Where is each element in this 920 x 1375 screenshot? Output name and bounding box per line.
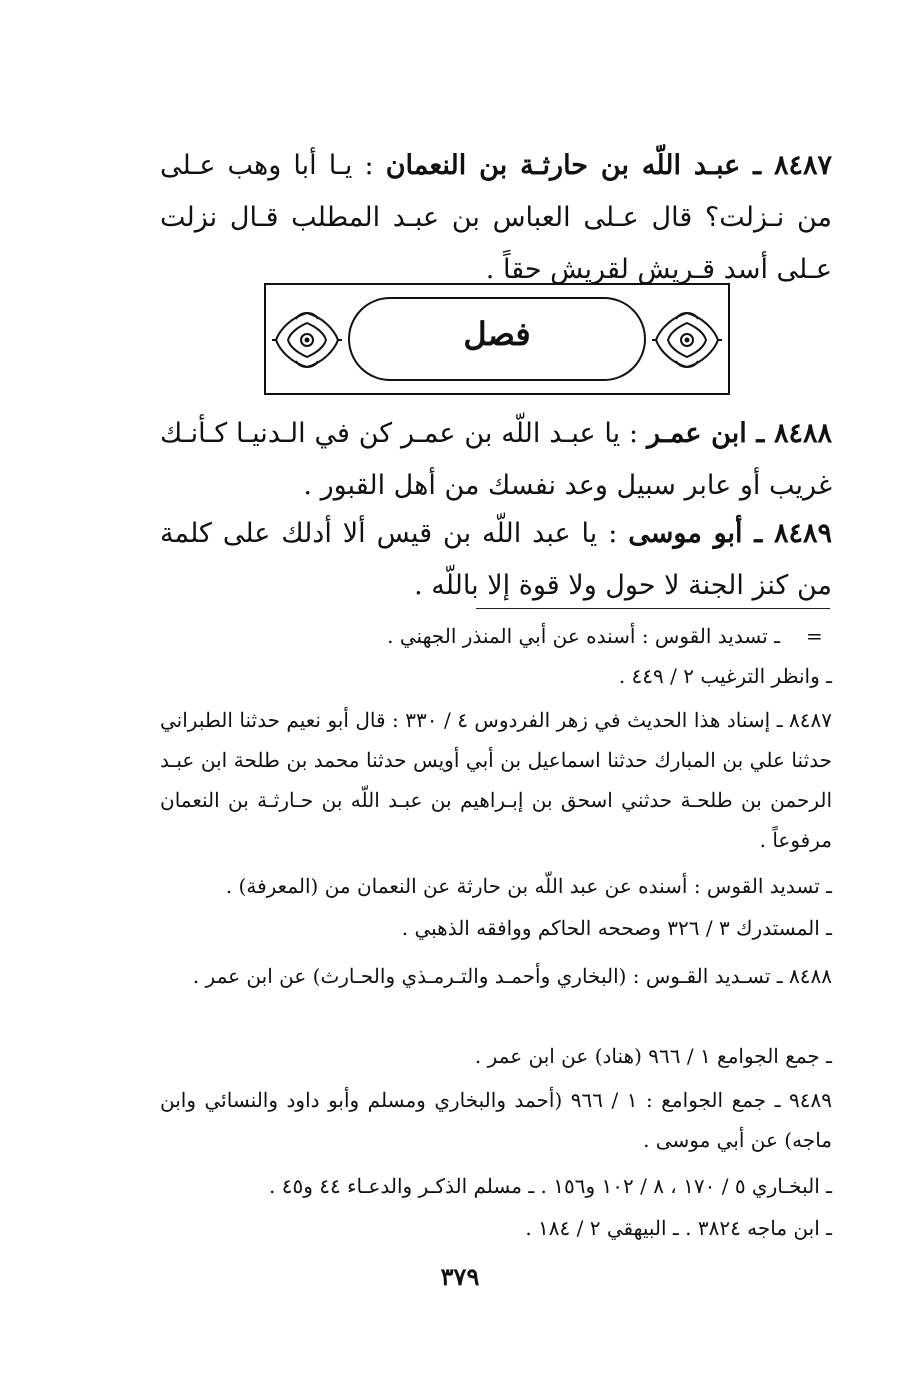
section-header-frame xyxy=(264,283,730,395)
entry-separator: ـ xyxy=(742,518,774,549)
footnote-line: ـ وانظر الترغيب ٢ / ٤٤٩ . xyxy=(618,664,832,688)
footnote-line: ـ جمع الجوامع ١ / ٩٦٦ (هناد) عن ابن عمر . xyxy=(474,1044,832,1068)
entry-narrator: عبـد اللّه بن حارثـة بن النعمان xyxy=(385,150,741,181)
entry-number: ٨٤٨٧ xyxy=(773,150,832,181)
footnote-line: ٨٤٨٧ ـ إسناد هذا الحديث في زهر الفردوس ٤ / ٣٣٠ : قال أبو نعيم حدثنا الطبراني حدثنا علي بن المبارك حدثنا اسماعيل بن أبي أويس حدثنا محمد بن طلحة ابن عبـد الرحمن بن طلحـة حدثني اسحق بن إبـراهيم بن عبـد اللّه بن حـارثـة بن النعمان مرفوعاً . xyxy=(160,708,833,852)
entry-narrator: أبو موسى xyxy=(628,518,743,549)
footnote-line: ٨٤٨٨ ـ تسـديد القـوس : (البخاري وأحمـد والتـرمـذي والحـارث) عن ابن عمر . xyxy=(192,964,832,988)
footnote-continuation-marker: = xyxy=(806,624,823,648)
hadith-entry-8488 xyxy=(160,408,832,512)
section-title-cartouche xyxy=(348,297,646,381)
entry-text: : يـا أبا وهب عـلى من نـزلت؟ قال عـلى العباس بن عبـد المطلب قـال نزلت عـلى أسد قـريش لقريش حقاً . xyxy=(160,150,832,285)
hadith-entry-8487 xyxy=(160,140,832,296)
entry-separator: ـ xyxy=(740,150,774,181)
entry-text: : يا عبـد اللّه بن عمـر كن في الـدنيـا كـأنـك غريب أو عابر سبيل وعد نفسك من أهل القبور . xyxy=(160,418,832,501)
entry-number: ٨٤٨٩ xyxy=(773,518,832,549)
page-number: ٣٧٩ xyxy=(440,1262,480,1291)
footnote-line: ـ ابن ماجه ٣٨٢٤ . ـ البيهقي ٢ / ١٨٤ . xyxy=(525,1216,832,1240)
footnote-line: ـ المستدرك ٣ / ٣٢٦ وصححه الحاكم ووافقه الذهبي . xyxy=(401,916,832,940)
right-ornament-icon xyxy=(652,307,722,373)
entry-number: ٨٤٨٨ xyxy=(773,418,832,449)
hadith-entry-8489 xyxy=(160,508,832,612)
footnote-line: ـ البخـاري ٥ / ١٧٠ ، ٨ / ١٠٢ و١٥٦ . ـ مسلم الذكـر والدعـاء ٤٤ و٤٥ . xyxy=(269,1174,832,1198)
section-title: فصل xyxy=(463,315,531,353)
footnote-line: ٩٤٨٩ ـ جمع الجوامع : ١ / ٩٦٦ (أحمد والبخاري ومسلم وأبو داود والنسائي وابن ماجه) عن أبي موسى . xyxy=(160,1088,832,1152)
entry-separator: ـ xyxy=(746,418,774,449)
entry-text: : يا عبد اللّه بن قيس ألا أدلك على كلمة من كنز الجنة لا حول ولا قوة إلا باللّه . xyxy=(160,518,832,601)
entry-narrator: ابن عمـر xyxy=(646,418,747,449)
footnote-line: ـ تسديد القوس : أسنده عن أبي المنذر الجهني . xyxy=(387,624,780,648)
left-ornament-icon xyxy=(272,307,342,373)
footnote-line: ـ تسديد القوس : أسنده عن عبد اللّه بن حارثة عن النعمان من (المعرفة) . xyxy=(225,874,832,898)
footnote-divider xyxy=(476,608,830,609)
